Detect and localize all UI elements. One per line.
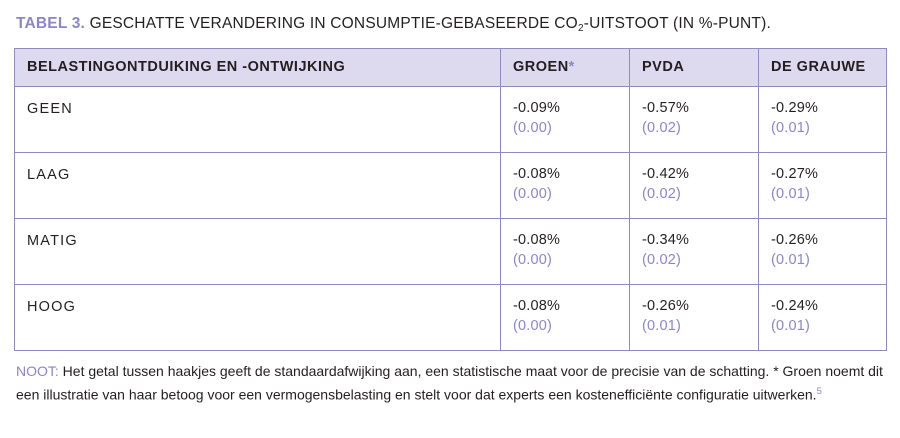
row-label-laag: LAAG [15,153,501,219]
table-row [15,153,887,219]
table-header-row [15,49,887,87]
cell-geen-groen [501,87,630,153]
cell-value: -0.57% [642,100,690,116]
cell-standard-error: (0.02) [642,120,682,136]
row-label-matig: MATIG [15,219,501,285]
cell-standard-error: (0.02) [642,252,682,268]
note-text: Het getal tussen haakjes geeft de standaardafwijking aan, een statistische maat voor de precisie van de schatting. * Groen noemt dit een illustratie van haar betoog voor een vermogensbelasting en stelt voor dat experts een kostenefficiënte configuratie uitwerken. [16,363,883,403]
cell-laag-pvda [630,153,759,219]
table-note [16,362,884,405]
cell-standard-error: (0.01) [771,252,811,268]
table-row [15,285,887,351]
caption-subscript: 2 [577,23,584,34]
footnote-asterisk: * [568,59,575,75]
column-header-groen-label: GROEN [513,59,569,75]
table-row [15,87,887,153]
table-header [15,49,887,87]
cell-standard-error: (0.01) [771,318,811,334]
cell-standard-error: (0.00) [513,318,553,334]
column-header-de-grauwe: DE GRAUWE [759,49,887,87]
caption-label: TABEL 3. [16,15,86,32]
cell-value: -0.27% [771,166,819,182]
cell-laag-groen [501,153,630,219]
cell-value: -0.24% [771,298,819,314]
cell-matig-groen [501,219,630,285]
table-body [15,87,887,351]
cell-standard-error: (0.00) [513,252,553,268]
row-label-hoog: HOOG [15,285,501,351]
caption-text-before: GESCHATTE VERANDERING IN CONSUMPTIE-GEBASEERDE CO [85,15,578,32]
cell-value: -0.29% [771,100,819,116]
cell-value: -0.08% [513,232,561,248]
cell-value: -0.09% [513,100,561,116]
cell-standard-error: (0.00) [513,186,553,202]
cell-value: -0.26% [642,298,690,314]
column-header-rowlabel: BELASTINGONTDUIKING EN -ONTWIJKING [15,49,501,87]
cell-geen-pvda [630,87,759,153]
column-header-groen [501,49,630,87]
cell-matig-pvda [630,219,759,285]
cell-hoog-de-grauwe [759,285,887,351]
cell-value: -0.26% [771,232,819,248]
results-table [14,48,887,351]
cell-value: -0.42% [642,166,690,182]
table-row [15,219,887,285]
note-label: NOOT: [16,363,59,379]
cell-value: -0.08% [513,166,561,182]
cell-hoog-groen [501,285,630,351]
cell-matig-de-grauwe [759,219,887,285]
cell-geen-de-grauwe [759,87,887,153]
caption-text-after: -UITSTOOT (IN %-PUNT). [583,15,771,32]
cell-standard-error: (0.01) [642,318,682,334]
cell-value: -0.08% [513,298,561,314]
cell-standard-error: (0.02) [642,186,682,202]
cell-laag-de-grauwe [759,153,887,219]
cell-standard-error: (0.01) [771,186,811,202]
footnote-reference: 5 [816,385,822,397]
column-header-pvda: PVDA [630,49,759,87]
cell-hoog-pvda [630,285,759,351]
row-label-geen: GEEN [15,87,501,153]
cell-standard-error: (0.00) [513,120,553,136]
cell-value: -0.34% [642,232,690,248]
table-caption [16,14,886,36]
cell-standard-error: (0.01) [771,120,811,136]
